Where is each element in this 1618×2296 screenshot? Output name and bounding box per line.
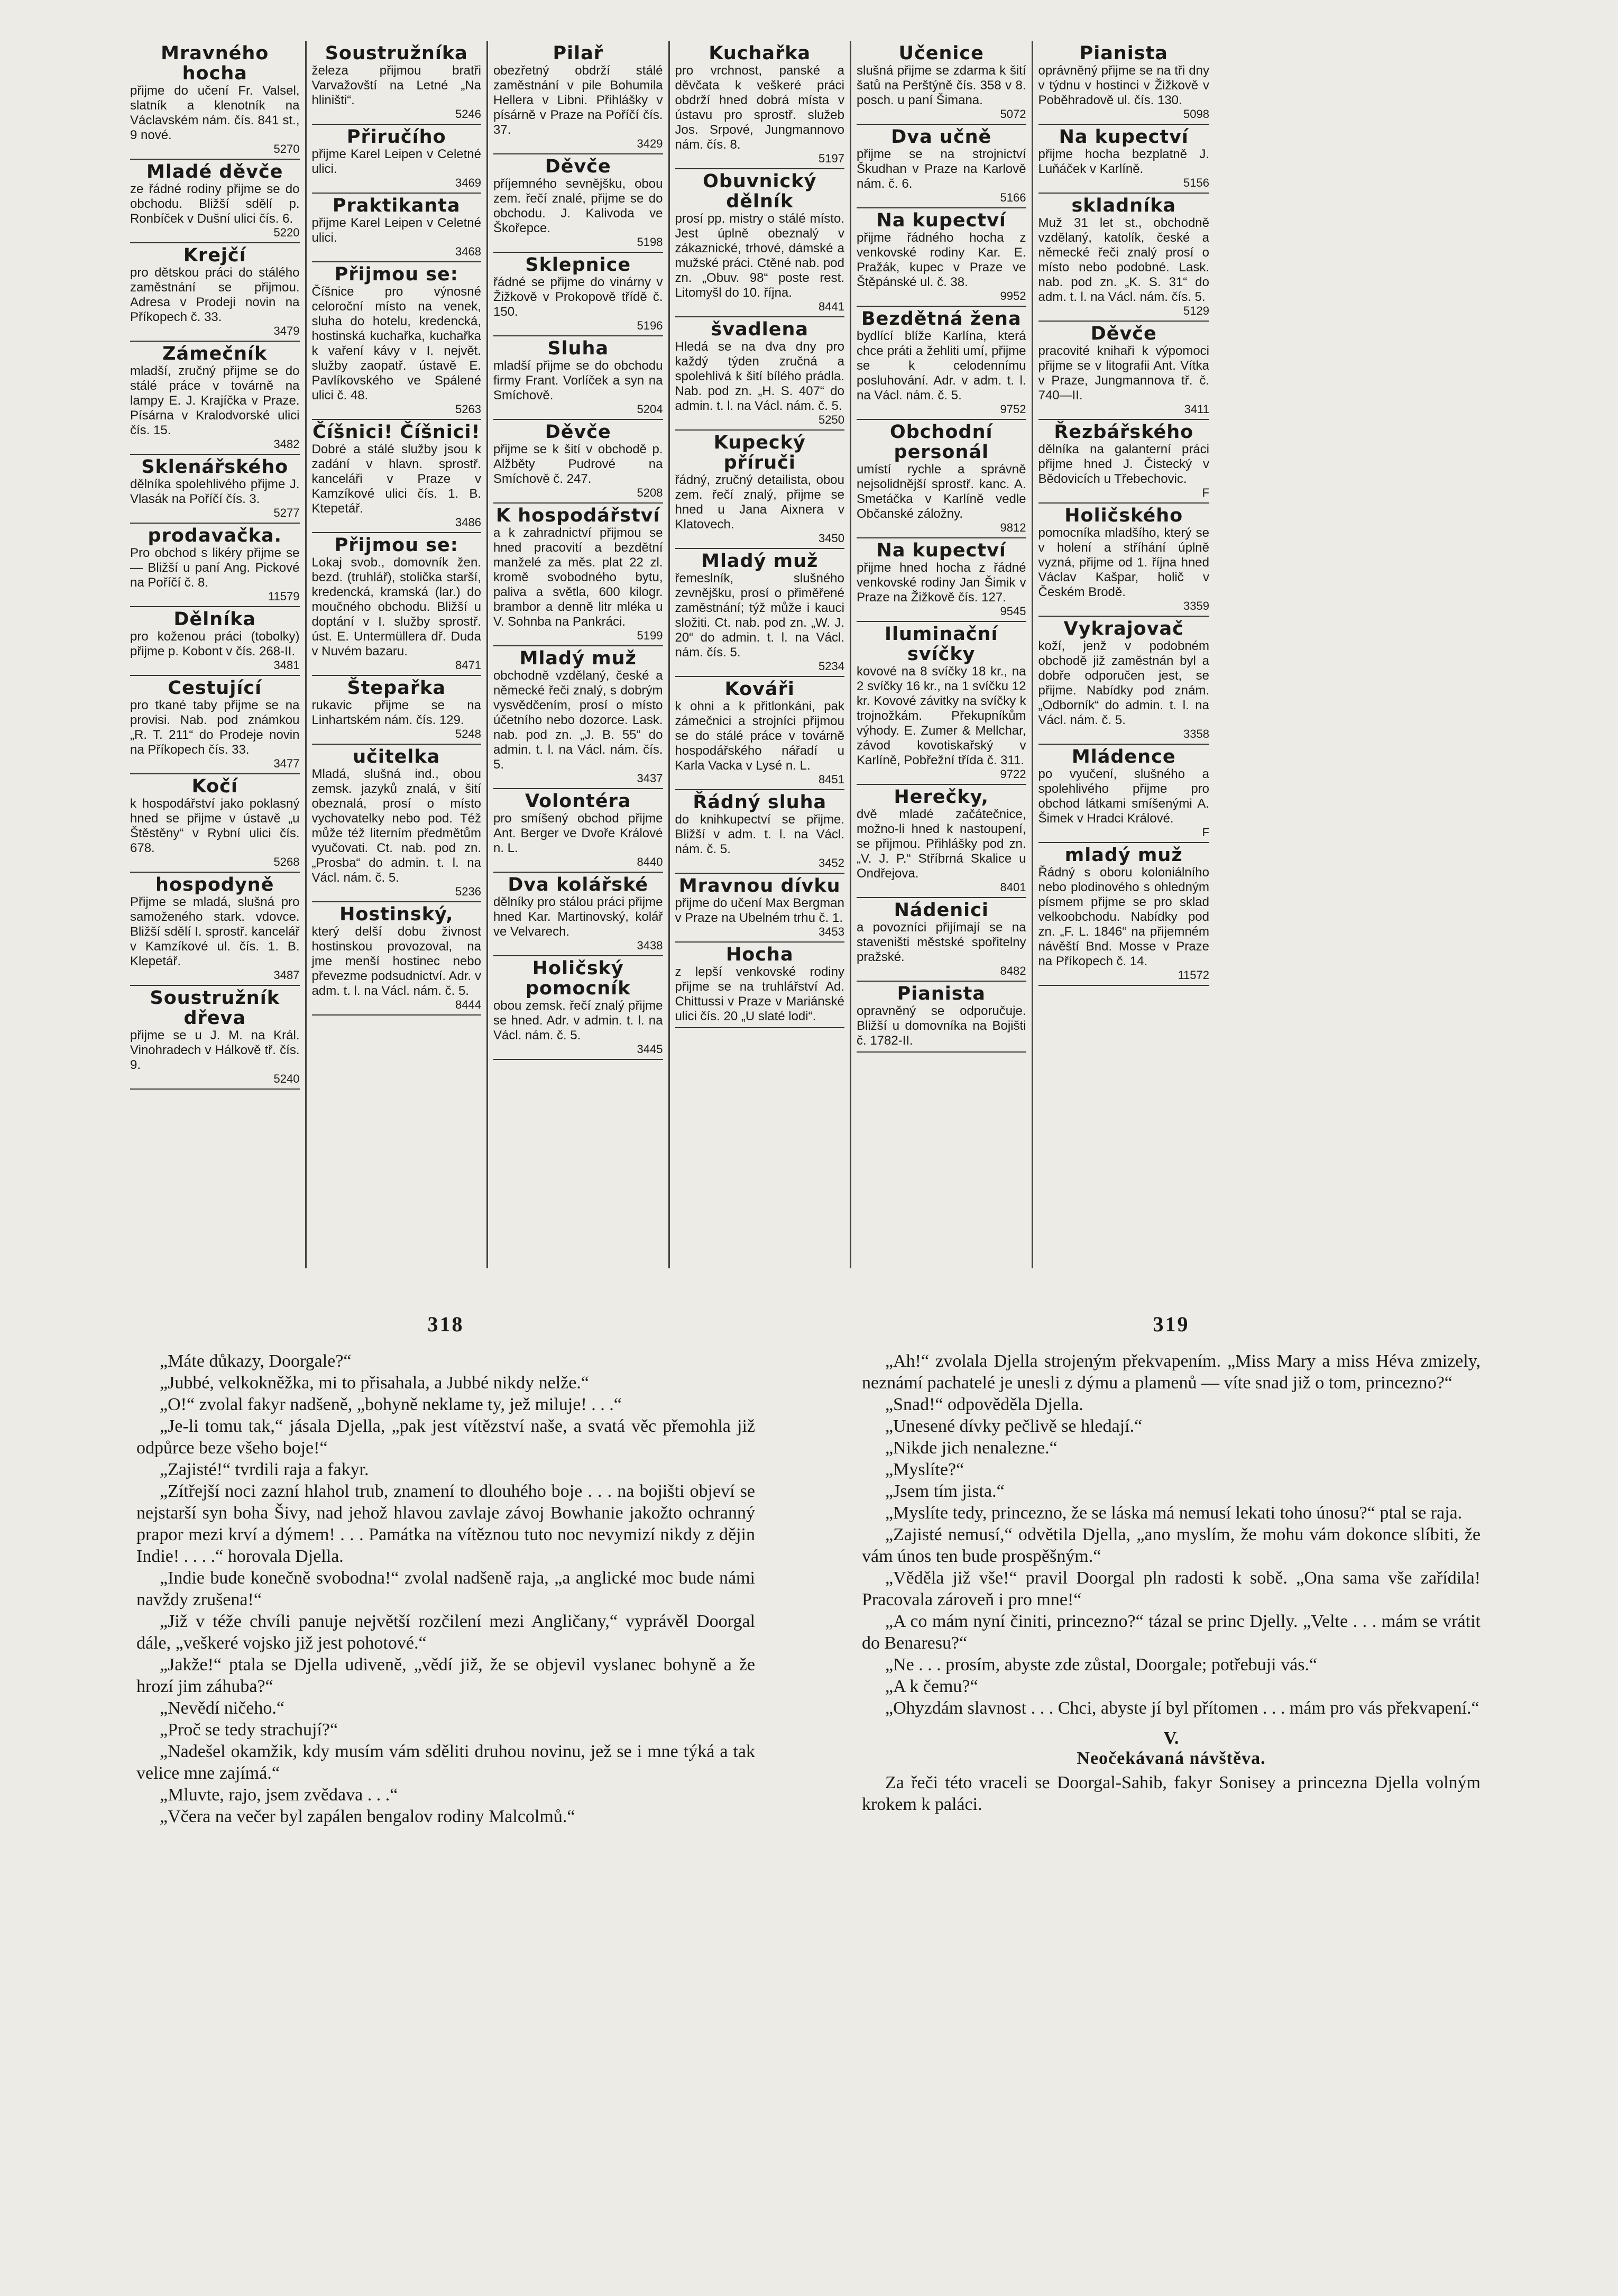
ad: [857, 982, 1026, 1053]
ad: [857, 898, 1026, 982]
paragraph: „Unesené dívky pečlivě se hledají.“: [885, 1416, 1143, 1436]
paragraph: „O!“ zvolal fakyr nadšeně, „bohyně neklame ty, jež miluje! . . .“: [160, 1395, 622, 1414]
ad-text: opravněný se odporučuje. Bližší u domovníka na Bojišti č. 1782-II.: [857, 1004, 1026, 1048]
ad-number: 5166: [1000, 191, 1026, 204]
paragraph: „Již v téže chvíli panuje největší rozčilení mezi Angličany,“ vyprávěl Doorgal dále, „veškeré vojsko již jest pohotové.“: [136, 1612, 755, 1653]
ad-text: pro dětskou práci do stálého zaměstnání se přijmou. Adresa v Prodeji novin na Příkopech č. 33.: [130, 266, 300, 324]
ad-number: 8444: [455, 998, 481, 1011]
paragraph: „Myslíte tedy, princezno, že se láska má nemusí lekati toho únosu?“ ptal se raja.: [885, 1503, 1463, 1523]
ad-heading: Sklepnice: [525, 254, 631, 276]
ad-number: 5072: [1000, 107, 1026, 121]
ad-text: přijme se u J. M. na Král. Vinohradech v Hálkově tř. čís. 9.: [130, 1028, 300, 1072]
ad-heading: Mladé děvče: [146, 161, 283, 182]
ad-heading: Hocha: [725, 944, 794, 965]
ad: [493, 420, 663, 504]
ad-text: řádný, zručný detailista, obou zem. řečí znalý, přijme se hned u Jana Aixnera v Klatovech.: [675, 473, 844, 532]
paragraph: „Snad!“ odpověděla Djella.: [885, 1395, 1083, 1414]
ad: [857, 420, 1026, 538]
ad-number: 3411: [1184, 403, 1209, 416]
ad-text: k ohni a k přitlonkáni, pak zámečnici a strojníci přijmou se do stálé práce v továrně hospodářského nářadí u Karla Vacka v Lysé n. L.: [675, 699, 844, 773]
ad: [493, 504, 663, 646]
paragraph: „Myslíte?“: [885, 1460, 964, 1479]
paragraph: „Ohyzdám slavnost . . . Chci, abyste jí byl přítomen . . . mám pro vás překvapení.“: [885, 1698, 1479, 1718]
ad-heading: Praktikanta: [332, 195, 461, 216]
ad: [493, 41, 663, 154]
ad-text: Řádný s oboru koloniálního nebo plodinového s ohledným písmem přijme se pro sklad velkoobchodu. Nabídky pod zn. „F. L. 1846“ na přijemném návěští Bnd. Mosse v Praze na Příkopech č. 14.: [1038, 865, 1209, 968]
ads-column-6: [1033, 41, 1215, 1268]
ad-number: 3437: [637, 772, 663, 785]
ad-number: 3482: [273, 437, 300, 451]
ad-number: 11579: [268, 590, 300, 603]
ad: [493, 646, 663, 789]
ad-number: 5246: [455, 107, 481, 121]
ad: [130, 160, 300, 243]
ad: [493, 336, 663, 420]
ad-heading: prodavačka.: [148, 525, 282, 546]
ad-heading: Řezbářského: [1054, 422, 1194, 443]
chapter-number: V.: [1163, 1728, 1179, 1748]
ad: [312, 41, 482, 125]
ad-text: po vyučení, slušného a spolehlivého přijme pro obchod látkami smíšenými A. Šimek v Hradci Králové.: [1038, 767, 1209, 826]
ad-text: řádné se přijme do vinárny v Žižkově v Prokopově třídě č. 150.: [493, 275, 663, 319]
ad-heading: Dělníka: [173, 609, 256, 630]
ad-heading: Pianista: [1079, 43, 1168, 64]
ad: [857, 785, 1026, 898]
ad-text: Hledá se na dva dny pro každý týden zručná a spolehlivá k šití bílého prádla. Nab. pod zn. „H. S. 407“ do admin. t. l. na Václ. nám. č. 5.: [675, 340, 844, 413]
ad: [675, 317, 845, 431]
ad-heading: Děvče: [545, 422, 611, 443]
ad: [1038, 322, 1210, 420]
ad-text: umístí rychle a správně nejsolidnější sprostř. kanc. A. Smetáčka v Karlíně vedle Občanské záložny.: [857, 462, 1026, 521]
ad-heading: Sklenářského: [141, 456, 289, 478]
paragraph: „Zítřejší noci zazní hlahol trub, znamení to dlouhého boje . . . na bojišti objeví se nejstarší syn boha Šivy, nad jehož hlavou zavlaje závoj Bowhanie jakožto ochranný prapor mezi krví a dýmem! . . . Památka na vítěznou tuto noc nevymizí nikdy z dějin Indie! . . . .“ horovala Djella.: [136, 1481, 755, 1566]
ad: [857, 307, 1026, 420]
ad-heading: Holičský pomocník: [525, 958, 631, 999]
ad-number: 8441: [819, 300, 844, 313]
ad: [130, 774, 300, 873]
ad-text: dělníka na galanterní práci přijme hned J. Čistecký v Bědovicích u Třebechovic.: [1038, 442, 1209, 486]
ads-column-2: [307, 41, 489, 1268]
ad: [1038, 194, 1210, 322]
ad: [1038, 504, 1210, 617]
ad-text: přijme se na strojnictví Škudhan v Praze na Karlově nám. č. 6.: [857, 147, 1026, 191]
ad: [857, 622, 1026, 785]
ad-text: dělníka spolehlivého přijme J. Vlasák na Poříčí čís. 3.: [130, 477, 300, 506]
ad-number: F: [1202, 486, 1209, 499]
paragraph: „A k čemu?“: [885, 1677, 978, 1696]
paragraph: „Mluvte, rajo, jsem zvědava . . .“: [160, 1785, 398, 1805]
ad-text: Dobré a stálé služby jsou k zadání v hlavn. sprostř. kanceláři v Praze v Kamzíkové ulici čís. 1. B. Ktepetář.: [311, 442, 481, 516]
paragraph: „Indie bude konečně svobodna!“ zvolal nadšeně raja, „a anglické moc bude námi navždy zrušena!“: [136, 1568, 755, 1609]
ad: [312, 745, 482, 902]
ad-heading: Nádenici: [894, 900, 989, 921]
ad-number: F: [1202, 826, 1209, 839]
ad-heading: Mládence: [1071, 746, 1176, 767]
page-number: 318: [427, 1312, 464, 1336]
paragraph: „Jakže!“ ptala se Djella udiveně, „vědí již, že se objevil vyslanec bohyně a že hrozí jim záhuba?“: [136, 1655, 755, 1696]
ads-column-1: [125, 41, 307, 1268]
ad-text: slušná přijme se zdarma k šití šatů na Perštýně čís. 358 v 8. posch. u paní Šimana.: [857, 63, 1026, 107]
ad: [675, 549, 845, 677]
ad-number: 3477: [273, 757, 300, 770]
paragraph: „Je-li tomu tak,“ jásala Djella, „pak jest vítězství naše, a svatá věc přemohla již odpůrce beze všeho boje!“: [136, 1416, 755, 1458]
ad-heading: Mravnou dívku: [678, 875, 841, 897]
page-number: 319: [1153, 1312, 1190, 1336]
ad: [675, 790, 845, 874]
paragraph: „Zajisté!“ tvrdili raja a fakyr.: [160, 1460, 369, 1479]
ad-text: Přijme se mladá, slušná pro samoženého stark. vdovce. Bližší sdělí I. sprostř. kancelář v Kamzíkové ul. čís. 1. B. Klepetář.: [130, 895, 300, 968]
ad-text: obou zemsk. řečí znalý přijme se hned. Adr. v admin. t. l. na Václ. nám. č. 5.: [493, 999, 663, 1042]
ad-text: pomocníka mladšího, který se v holení a stříhání úplně vyzná, přijme od 1. října hned Václav Kašpar, holič v Českém Brodě.: [1038, 526, 1209, 599]
book-page-right: [862, 1312, 1481, 1815]
ad-number: 5129: [1183, 304, 1209, 317]
ad-heading: Soustružník dřeva: [150, 987, 280, 1029]
ad-heading: Děvče: [545, 156, 611, 177]
ad-number: 5196: [637, 319, 663, 332]
ad-text: bydlící blíže Karlína, která chce práti a žehliti umí, přijme se k celodennímu posluhování. Adr. v adm. t. l. na Václ. nám. č. 5.: [857, 329, 1026, 403]
ad-number: 5268: [273, 855, 300, 868]
ad-number: 5250: [819, 413, 844, 426]
ad-text: železa přijmou bratři Varvažovští na Letné „Na hliništi“.: [311, 63, 481, 107]
ad: [130, 676, 300, 774]
ad: [130, 342, 300, 455]
ad: [493, 154, 663, 253]
ad-text: řemeslník, slušného zevnějšku, prosí o přiměřené zaměstnání; týž může i kauci složiti. Ct. nab. pod zn. „W. J. 20“ do admin. t. l. na Václ. nám. čís. 5.: [675, 571, 844, 660]
ad-number: 3445: [637, 1042, 663, 1056]
ad: [130, 607, 300, 676]
ad-number: 3358: [1183, 727, 1209, 740]
paragraph: „Nikde jich nenalezne.“: [885, 1438, 1058, 1458]
ad-text: pracovité knihaři k výpomoci přijme se v litografii Ant. Vítka v Praze, Jungmannova tř. č. 740—II.: [1038, 344, 1209, 403]
paragraph: „Včera na večer byl zapálen bengalov rodiny Malcolmů.“: [160, 1807, 575, 1826]
ad-text: z lepší venkovské rodiny přijme se na truhlářství Ad. Chittussi v Praze v Mariánské ulici čís. 20 „U slaté lodi“.: [675, 965, 844, 1023]
ad-heading: švadlena: [711, 319, 809, 340]
ad: [857, 208, 1026, 307]
ad: [312, 125, 482, 194]
paragraph: „Nadešel okamžik, kdy musím vám sděliti druhou novinu, jež se i mne týká a tak velice mne zajímá.“: [136, 1742, 755, 1783]
ad: [312, 902, 482, 1016]
ad: [1038, 420, 1210, 504]
ad-heading: Volontéra: [525, 791, 631, 812]
ad-number: 8471: [455, 658, 481, 672]
ad-number: 3452: [819, 856, 844, 870]
ad-text: koží, jenž v podobném obchodě již zaměstnán byl a dobře odporučen jest, se přijme. Nabídky pod znám. „Odborník“ do admin. t. l. na Václ. nám. č. 5.: [1038, 639, 1209, 727]
ad-heading: Vykrajovač: [1063, 618, 1184, 639]
ad: [675, 943, 845, 1028]
ad-text: obezřetný obdrží stálé zaměstnání v pile Bohumila Hellera v Libni. Přihlášky v písárně v Praze na Poříčí čís. 37.: [493, 63, 663, 137]
ad-number: 3450: [819, 532, 844, 545]
paragraph: „Zajisté nemusí,“ odvětila Djella, „ano myslím, že mohu vám dokonce slíbiti, že vám únos ten bude prospěšným.“: [862, 1525, 1481, 1566]
ad-text: přijme se k šití v obchodě p. Alžběty Pudrové na Smíchově č. 247.: [493, 442, 663, 486]
ad: [312, 194, 482, 262]
ad-heading: Cestující: [168, 678, 262, 699]
ad-number: 3438: [637, 939, 663, 952]
ad-text: Muž 31 let st., obchodně vzdělaný, katolík, české a německé řeči znalý prosí o místo nebo podobné. Lask. nab. pod zn. „K. S. 31“ do adm. t. l. na Václ. nám. čís. 5.: [1038, 216, 1209, 304]
ad-number: 5197: [819, 152, 844, 165]
ad-heading: Řádný sluha: [693, 792, 827, 813]
ad-number: 8451: [819, 773, 844, 786]
ad-number: 3429: [637, 137, 663, 150]
ad-heading: Na kupectví: [876, 210, 1006, 231]
ad-text: prosí pp. mistry o stálé místo. Jest úplně obeznalý v zákaznické, trhové, dámské a mužské práci. Ctěné nab. pod zn. „Obuv. 98“ poste rest. Litomyšl do 10. října.: [675, 212, 844, 300]
ad: [675, 41, 845, 169]
ads-column-5: [851, 41, 1033, 1268]
paragraph: „Jsem tím jista.“: [885, 1481, 1005, 1501]
ad-heading: Mladý muž: [701, 551, 819, 572]
ad-number: 9752: [1000, 403, 1026, 416]
ad-number: 5277: [273, 506, 300, 519]
ad-heading: učitelka: [353, 746, 440, 767]
ad-heading: mladý muž: [1064, 845, 1183, 866]
ad-heading: Hostinský,: [339, 904, 454, 925]
ad-heading: K hospodářství: [495, 505, 660, 526]
ad-text: pro koženou práci (tobolky) přijme p. Kobont v čís. 268-II.: [130, 629, 300, 658]
ad-heading: skladníka: [1071, 195, 1176, 216]
ad-text: mladší, zručný přijme se do stálé práce v továrně na lampy E. J. Krajíčka v Praze. Písárna v Kralodvorské ulici čís. 15.: [130, 364, 300, 437]
ad-heading: Sluha: [547, 338, 609, 359]
paragraph: „Nevědí ničeho.“: [160, 1698, 284, 1718]
ad-heading: Herečky,: [894, 786, 989, 808]
ad: [493, 873, 663, 956]
ad: [1038, 41, 1210, 125]
ad-heading: Přijmou se:: [334, 264, 458, 285]
ad-text: rukavic přijme se na Linhartském nám. čís. 129.: [311, 698, 481, 727]
ad-number: 3468: [455, 245, 481, 258]
ad-heading: Obchodní personál: [890, 422, 993, 463]
ad-heading: Děvče: [1090, 323, 1157, 344]
ad-number: 9952: [1000, 289, 1026, 303]
ad-heading: Učenice: [898, 43, 984, 64]
ad-number: 5220: [273, 226, 300, 239]
book-page-left: [136, 1312, 755, 1827]
ad-text: a k zahradnictví přijmou se hned pracovití a bezdětní manželé za měs. plat 22 zl. kromě svobodného bytu, paliva a světla, 600 kilogr. brambor a denně litr mléka u V. Sohnba na Pankráci.: [493, 526, 663, 629]
ad: [675, 874, 845, 943]
ad: [130, 873, 300, 986]
ad-heading: Holičského: [1064, 505, 1183, 526]
ad: [493, 789, 663, 873]
ad-number: 5248: [455, 727, 481, 740]
ad: [857, 41, 1026, 125]
ad: [130, 243, 300, 342]
ad-text: a povozníci přijímají se na staveništi městské spořitelny pražské.: [857, 920, 1026, 964]
ad-heading: Zámečník: [162, 343, 268, 364]
ad-number: 5236: [455, 885, 481, 898]
chapter-title: Neočekávaná návštěva.: [1077, 1749, 1266, 1768]
ad: [130, 986, 300, 1090]
ad-text: Lokaj svob., domovník žen. bezd. (truhlář), stolička starší, kredencká, kramská (lar.) do moučného obchodu. Bližší u doptání v I. služby sprostř. úst. E. Untermüllera dř. Duda v Nuvém bazaru.: [311, 555, 481, 658]
ad: [1038, 617, 1210, 745]
ad-text: přijme Karel Leipen v Celetné ulici.: [311, 147, 481, 176]
ad-text: přijme řádného hocha z venkovské rodiny Kar. E. Pražák, kupec v Praze ve Štěpánské ul. č. 38.: [857, 231, 1026, 289]
ad-text: přijme Karel Leipen v Celetné ulici.: [311, 216, 481, 245]
ad-number: 11572: [1178, 968, 1209, 982]
ad-heading: Mladý muž: [519, 648, 637, 669]
ad-heading: Kočí: [191, 776, 238, 797]
ads-column-3: [488, 41, 670, 1268]
ad-heading: Pianista: [897, 983, 986, 1004]
ad-heading: Číšnici! Číšnici!: [312, 422, 481, 443]
ad-number: 5263: [455, 403, 481, 416]
ad-heading: Kuchařka: [709, 43, 811, 64]
ad-heading: Pilař: [553, 43, 604, 64]
ad: [312, 533, 482, 676]
ads-column-4: [670, 41, 852, 1268]
ad: [312, 420, 482, 533]
paragraph: „Ah!“ zvolala Djella strojeným překvapením. „Miss Mary a miss Héva zmizely, neznámí pachatelé je unesli z dýmu a plamenů — víte snad již o tom, princezno?“: [862, 1351, 1481, 1393]
ad-number: 3487: [273, 968, 300, 982]
ad-number: 9545: [1000, 605, 1026, 618]
ad-text: přijme do učení Max Bergman v Praze na Ubelném trhu č. 1.: [675, 896, 844, 925]
paragraph: „Věděla již vše!“ pravil Doorgal pln radosti k sobě. „Ona sama vše zařídila! Pracovala zároveň i pro mne!“: [862, 1568, 1481, 1609]
ad-text: k hospodářství jako poklasný hned se přijme v ústavě „u Štěstěny“ v Rybní ulici čís. 678.: [130, 797, 300, 855]
ad-number: 5199: [637, 629, 663, 642]
ad-number: 3486: [455, 516, 481, 529]
ad: [493, 253, 663, 336]
ad-text: do knihkupectví se přijme. Bližší v adm. t. l. na Václ. nám. č. 5.: [675, 812, 844, 856]
ad-heading: Dva kolářské: [508, 874, 649, 895]
paragraph: „Jubbé, velkokněžka, mi to přisahala, a Jubbé nikdy nelže.“: [160, 1373, 589, 1393]
ad-heading: Kováři: [724, 679, 795, 700]
ad-heading: Štepařka: [347, 678, 446, 699]
ad-number: 3469: [455, 176, 481, 189]
ad-text: dvě mladé začátečnice, možno-li hned k nastoupení, se přijmou. Přihlášky pod zn. „V. J. P.“ Stříbrná Skalice u Ondřejova.: [857, 807, 1026, 881]
ad-text: Pro obchod s likéry přijme se — Bližší u paní Ang. Pickové na Poříčí č. 8.: [130, 546, 300, 590]
ad-number: 5198: [637, 235, 663, 249]
ad-heading: Na kupectví: [876, 540, 1006, 561]
ad: [1038, 125, 1210, 194]
ad-number: 8401: [1000, 881, 1026, 894]
ad-number: 3481: [273, 658, 300, 672]
ad: [130, 455, 300, 524]
ad: [857, 125, 1026, 208]
ad-text: příjemného sevnějšku, obou zem. řečí znalé, přijme se do obchodu. J. Kalivoda ve Škořepce.: [493, 177, 663, 235]
ad-number: 5204: [637, 403, 663, 416]
ad-heading: Soustružníka: [325, 43, 468, 64]
ad-number: 5234: [819, 660, 844, 673]
ad-number: 5156: [1183, 176, 1209, 189]
ad-text: oprávněný přijme se na tři dny v týdnu v hostinci v Žižkově v Poběhradově ul. čís. 130.: [1038, 63, 1209, 107]
ad-text: ze řádné rodiny přijme se do obchodu. Bližší sdělí p. Ronbíček v Dušní ulici čís. 6.: [130, 182, 300, 226]
ad-heading: Mravného hocha: [161, 43, 269, 84]
ad-text: přijme hned hocha z řádné venkovské rodiny Jan Šimik v Praze na Žižkově čís. 127.: [857, 561, 1026, 605]
ad-number: 3453: [819, 925, 844, 938]
ad-number: 3359: [1183, 599, 1209, 612]
ad: [675, 431, 845, 549]
ad-heading: Na kupectví: [1059, 126, 1189, 148]
ad-text: obchodně vzdělaný, české a německé řeči znalý, s dobrým vysvědčením, prosí o místo účetního nebo dozorce. Lask. nab. pod zn. „J. B. 55“ do admin. t. l. na Václ. nám. čís. 5.: [493, 669, 663, 772]
ad-text: Číšnice pro výnosné celoroční místo na venek, sluha do hotelu, kredencká, hostinská kuchařka, kuchařka k vaření kávy v I. největ. služby zaopatř. ústavě E. Pavlíkovského ve Spálené ulici č. 48.: [311, 285, 481, 403]
ad-text: pro tkané taby přijme se na provisi. Nab. pod známkou „R. T. 211“ do Prodeje novin na Příkopech čís. 33.: [130, 698, 300, 757]
paragraph: „Máte důkazy, Doorgale?“: [160, 1351, 352, 1371]
ad-number: 8440: [637, 855, 663, 868]
paragraph: Za řeči této vraceli se Doorgal-Sahib, fakyr Sonisey a princezna Djella volným krokem k paláci.: [862, 1773, 1481, 1814]
ad-heading: Iluminační svíčky: [884, 624, 998, 665]
ad-heading: Bezdětná žena: [861, 308, 1022, 330]
ad-number: 5270: [273, 142, 300, 155]
ad-text: dělníky pro stálou práci přijme hned Kar. Martinovský, kolář ve Velvarech.: [493, 895, 663, 939]
ad: [675, 169, 845, 317]
ad-text: který delší dobu živnost hostinskou provozoval, na jme menší hostinec nebo převezme podsudnictví. Adr. v adm. t. l. na Václ. nám. č. 5.: [311, 925, 481, 998]
ad: [1038, 745, 1210, 843]
ad-text: přijme hocha bezplatně J. Luňáček v Karlíně.: [1038, 147, 1209, 176]
ad-text: pro smíšený obchod přijme Ant. Berger ve Dvoře Králové n. L.: [493, 811, 663, 855]
ad-heading: Přijmou se:: [334, 535, 458, 556]
ad-text: Mladá, slušná ind., obou zemsk. jazyků znalá, v šití obeznalá, prosí o místo vychovatelky nebo pod. Též může též literním předmětům vyučovati. Ct. nab. pod zn. „Prosba“ do admin. t. l. na Václ. nám. č. 5.: [311, 767, 481, 885]
paragraph: „Ne . . . prosím, abyste zde zůstal, Doorgale; potřebuji vás.“: [885, 1655, 1318, 1675]
ad: [130, 524, 300, 607]
ad: [1038, 843, 1210, 986]
ad-number: 5098: [1183, 107, 1209, 121]
ad-number: 9812: [1000, 521, 1026, 534]
ad-number: 8482: [1000, 964, 1026, 977]
ad-heading: Kupecký příruči: [713, 432, 806, 473]
ad-heading: Přiručího: [346, 126, 446, 148]
ad-heading: Dva učně: [891, 126, 992, 148]
ad-number: 5208: [637, 486, 663, 499]
ad-heading: Obuvnický dělník: [703, 171, 817, 212]
ad-text: kovové na 8 svíčky 18 kr., na 2 svíčky 16 kr., na 1 svíčku 12 kr. Kovové závitky na svíčky k trojnožkám. Překupníkům výhody. E. Zumer & Mellchar, závod kovotiskařský v Karlíně, Pobřežní třída č. 311.: [857, 664, 1026, 767]
classified-ads: [125, 41, 1578, 1268]
ad-text: přijme do učení Fr. Valsel, slatník a klenotník na Václavském nám. čís. 841 st., 9 nové.: [130, 84, 300, 142]
paragraph: „A co mám nyní činiti, princezno?“ tázal se princ Djelly. „Velte . . . mám se vrátit do Benaresu?“: [862, 1612, 1481, 1653]
ad-heading: hospodyně: [155, 874, 274, 895]
ad-text: pro vrchnost, panské a děvčata k veškeré práci obdrží hned dobrá místa v ústavu pro sprostř. služeb Jos. Srpové, Jungmannovo nám. čís. 8.: [675, 63, 844, 152]
ad-number: 9722: [1000, 767, 1026, 781]
ad: [130, 41, 300, 160]
ad: [312, 676, 482, 745]
paragraph: „Proč se tedy strachují?“: [160, 1720, 338, 1740]
ad: [675, 677, 845, 790]
ad-number: 3479: [273, 324, 300, 337]
ad: [857, 538, 1026, 622]
ad-number: 5240: [273, 1072, 300, 1085]
ad-heading: Krejčí: [183, 245, 246, 266]
ad: [312, 262, 482, 420]
ad-text: mladší přijme se do obchodu firmy Frant. Vorlíček a syn na Smíchově.: [493, 359, 663, 403]
ad: [493, 956, 663, 1060]
